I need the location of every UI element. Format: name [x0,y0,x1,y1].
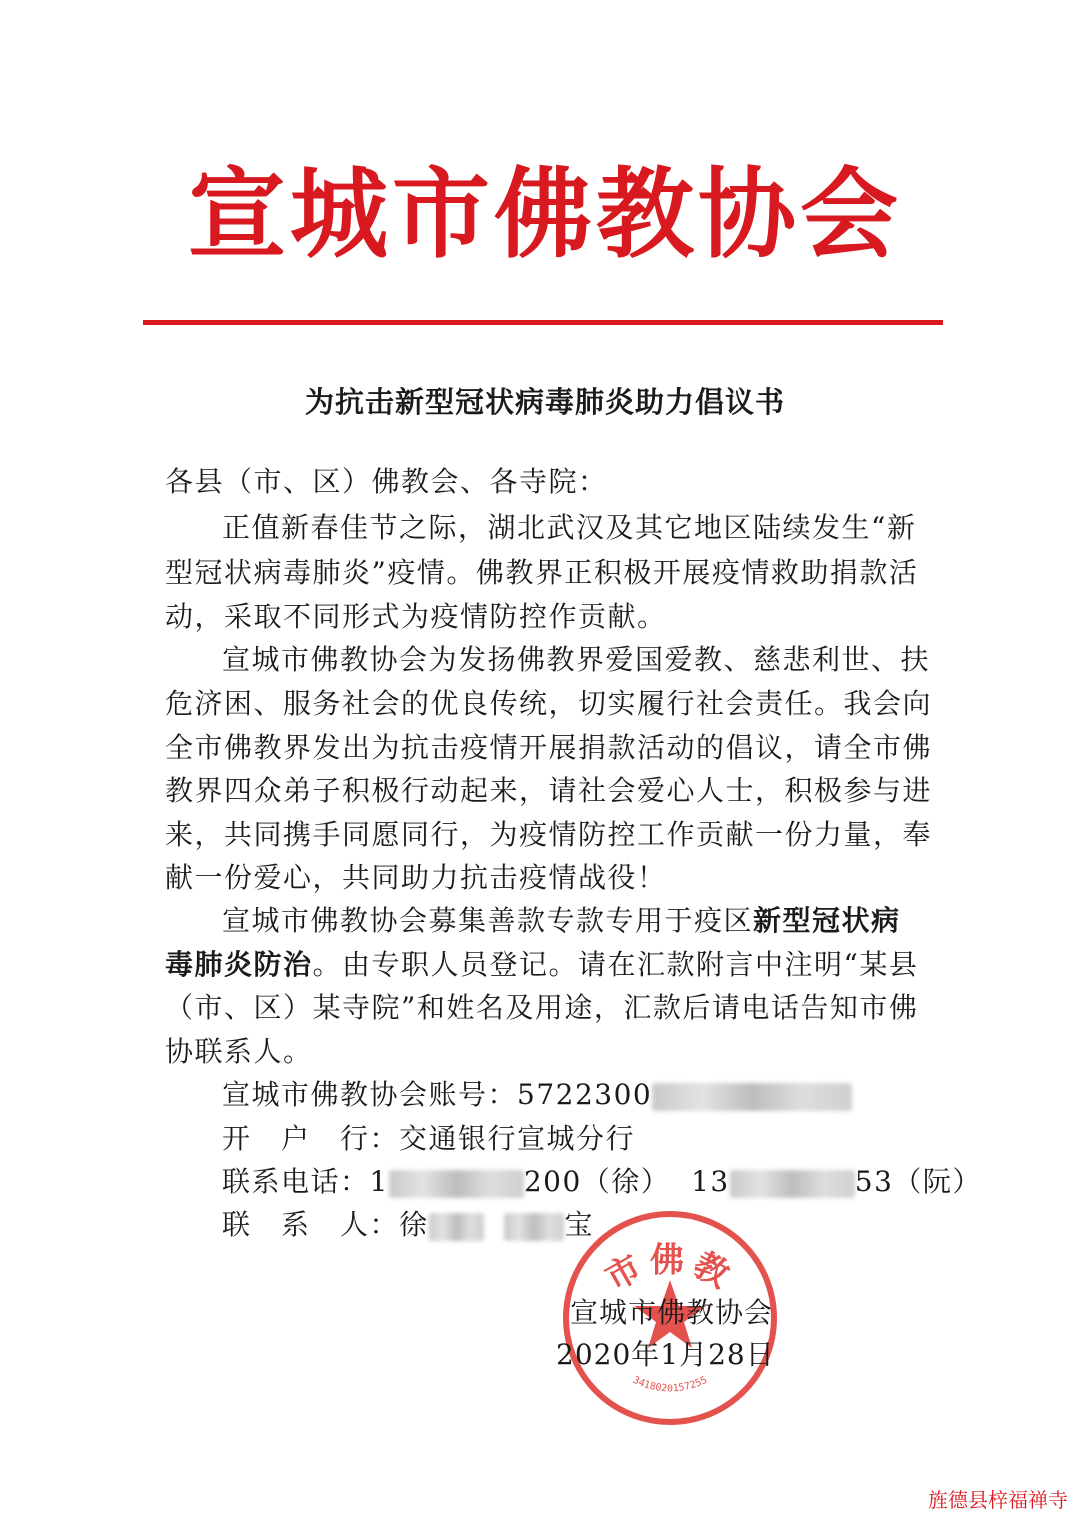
redacted-block [730,1170,855,1198]
para3-line [165,945,918,985]
phone-line [222,1162,982,1202]
letterhead-rule [143,320,943,325]
redacted-block [429,1213,484,1241]
redacted-block [389,1170,524,1198]
phone-1-start: 1 [369,1165,389,1198]
phone-1-end: 200（徐） [523,1165,671,1198]
signature-date: 2020年1月28日 [556,1338,775,1371]
redacted-block [652,1083,852,1111]
phone-2-end: 53（阮） [854,1165,982,1198]
seal-text: 市佛教 [599,1240,741,1300]
account-line [222,1075,852,1115]
bank-label: 开 户 行： [222,1122,400,1155]
account-value: 5722300 [517,1078,653,1111]
para3-line [222,901,901,941]
para3-text: 。由专职人员登记。请在汇款附言中注明“某县 [312,948,919,981]
para2-line: 教界四众弟子积极行动起来，请社会爱心人士，积极参与进 [165,774,933,807]
redacted-block [504,1213,564,1241]
signature-organization: 宣城市佛教协会 [570,1296,774,1329]
para1-line: 正值新春佳节之际，湖北武汉及其它地区陆续发生“新 [222,511,917,544]
para2-line: 危济困、服务社会的优良传统，切实履行社会责任。我会向 [165,687,933,720]
para2-line: 来，共同携手同愿同行，为疫情防控工作贡献一份力量，奉 [165,818,933,851]
person-label: 联 系 人： [222,1208,400,1241]
letterhead-organization: 宣城市佛教协会 [187,157,902,272]
para3-bold: 新型冠状病 [753,904,901,937]
para3-bold: 毒肺炎防治 [165,948,313,981]
document-title: 为抗击新型冠状病毒肺炎助力倡议书 [304,385,785,419]
phone-label: 联系电话： [222,1165,370,1198]
para1-line: 动，采取不同形式为疫情防控作贡献。 [165,600,667,633]
para2-line: 献一份爱心，共同助力抗击疫情战役！ [165,861,667,894]
watermark: 旌德县梓福禅寺 [928,1488,1068,1512]
person-end: 宝 [564,1208,594,1241]
seal-number: 3418020157255 [630,1374,710,1395]
para2-line: 全市佛教界发出为抗击疫情开展捐款活动的倡议，请全市佛 [165,731,933,764]
para3-line: （市、区）某寺院”和姓名及用途，汇款后请电话告知市佛 [165,991,919,1024]
para3-text: 宣城市佛教协会募集善款专款专用于疫区 [222,904,754,937]
account-label: 宣城市佛教协会账号： [222,1078,518,1111]
phone-2-start: 13 [691,1165,730,1198]
bank-value: 交通银行宣城分行 [399,1122,636,1155]
bank-line [222,1119,635,1159]
para3-line: 协联系人。 [165,1035,313,1068]
svg-text:3418020157255 [631,1375,709,1395]
para2-line: 宣城市佛教协会为发扬佛教界爱国爱教、慈悲利世、扶 [222,643,931,676]
para1-line: 型冠状病毒肺炎”疫情。佛教界正积极开展疫情救助捐款活 [165,556,919,589]
salutation: 各县（市、区）佛教会、各寺院： [165,465,608,498]
person-line [222,1205,594,1245]
person-start: 徐 [399,1208,429,1241]
